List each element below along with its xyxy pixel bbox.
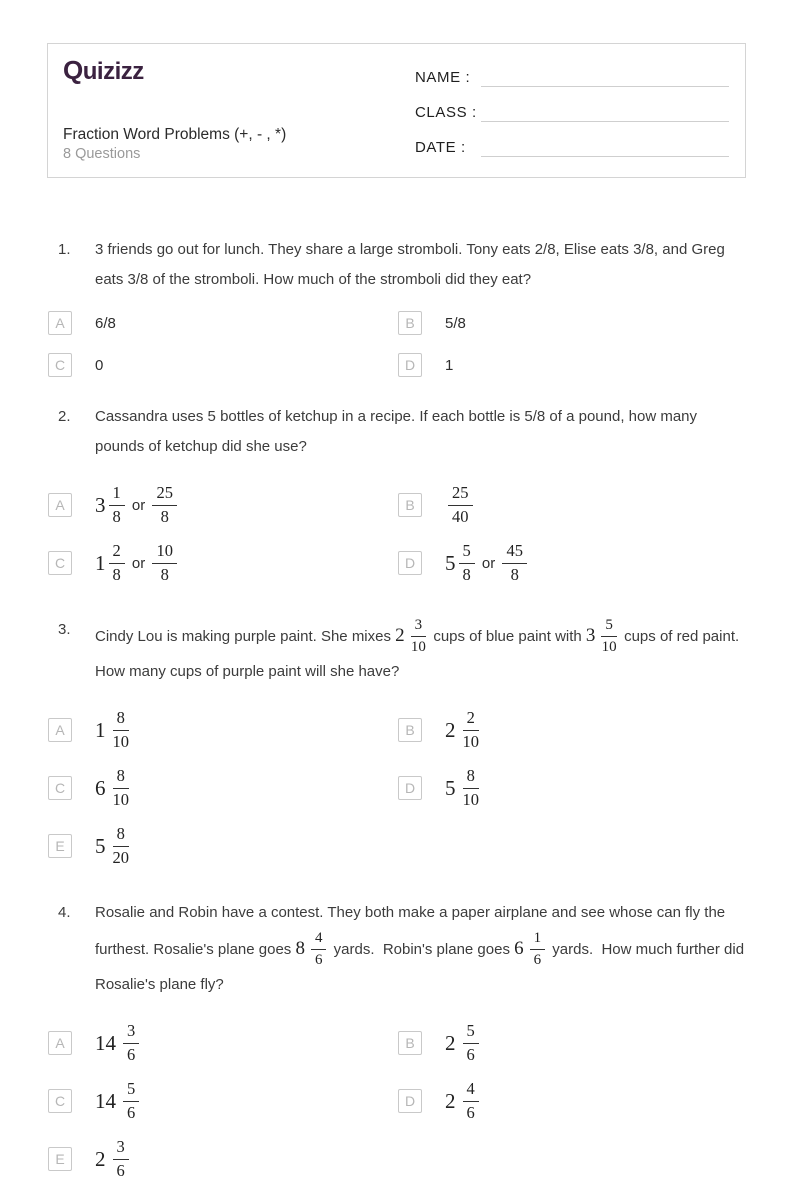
option-letter-box: E (48, 1147, 72, 1171)
fraction-numerator: 25 (152, 484, 177, 505)
options-grid (48, 311, 746, 377)
mixed-number (445, 707, 482, 752)
quizizz-logo-text: uizizz (82, 58, 144, 85)
mixed-number (445, 1078, 482, 1123)
answer-option (398, 703, 746, 757)
fraction (113, 1138, 129, 1179)
whole-number: 5 (445, 550, 456, 575)
questions-list (0, 178, 794, 1186)
date-field-label: DATE : (415, 139, 466, 156)
fraction-denominator: 8 (160, 564, 169, 584)
whole-number: 1 (95, 717, 106, 742)
fraction-numerator: 8 (113, 767, 130, 788)
fraction-denominator: 8 (510, 564, 519, 584)
fraction (123, 1080, 139, 1121)
whole-number: 6 (95, 775, 106, 800)
fraction-numerator: 2 (109, 542, 125, 563)
option-value (445, 357, 453, 374)
mixed-number (586, 615, 620, 657)
option-value (95, 1020, 142, 1065)
fraction-denominator: 20 (112, 847, 129, 867)
option-value (95, 1136, 132, 1181)
whole-number: 2 (95, 1146, 106, 1171)
whole-number: 2 (445, 1030, 456, 1055)
fraction (463, 767, 480, 808)
fraction (502, 542, 527, 583)
option-value (445, 482, 476, 527)
fraction-numerator: 3 (411, 617, 427, 637)
answer-option (398, 478, 746, 532)
fraction (530, 930, 546, 968)
fraction-numerator: 1 (109, 484, 125, 505)
fraction (463, 709, 480, 750)
text-part: cups of blue paint with (429, 628, 586, 645)
answer-option (48, 703, 398, 757)
option-letter-box: E (48, 834, 72, 858)
question-block (48, 898, 749, 1186)
option-value (445, 540, 530, 585)
student-info-fields (415, 57, 731, 165)
fraction-numerator: 5 (459, 542, 475, 563)
fraction (601, 617, 617, 655)
option-value (95, 823, 132, 868)
whole-number: 8 (295, 938, 305, 959)
answer-option (48, 478, 398, 532)
fraction-denominator: 10 (462, 731, 479, 751)
fraction-denominator: 6 (127, 1044, 136, 1064)
fraction (463, 1080, 479, 1121)
question-block (48, 615, 746, 873)
option-letter-box: C (48, 776, 72, 800)
fraction-denominator: 6 (466, 1102, 475, 1122)
fraction-numerator: 10 (152, 542, 177, 563)
option-letter-box: C (48, 353, 72, 377)
fraction-denominator: 6 (314, 951, 323, 968)
mixed-number (95, 707, 132, 752)
option-value (445, 315, 466, 332)
option-letter-box: B (398, 718, 422, 742)
text-part: or (127, 496, 150, 514)
fraction-numerator: 2 (463, 709, 480, 730)
name-field-row (415, 61, 729, 87)
whole-number: 3 (585, 625, 596, 646)
fraction-denominator: 6 (116, 1160, 125, 1180)
question-text (95, 615, 748, 687)
answer-option (48, 819, 398, 873)
header-left (63, 57, 286, 165)
text-part: yards. How much further did Rosalie's plane fly? (95, 941, 749, 993)
name-field-label: NAME : (415, 69, 471, 86)
worksheet-header (47, 43, 746, 178)
fraction-denominator: 6 (533, 951, 542, 968)
whole-number: 2 (395, 625, 405, 646)
option-letter-box: C (48, 551, 72, 575)
fraction-numerator: 3 (113, 1138, 129, 1159)
fraction (311, 930, 327, 968)
fraction-denominator: 10 (112, 731, 129, 751)
fraction-denominator: 6 (466, 1044, 475, 1064)
fraction-numerator: 1 (530, 930, 546, 950)
fraction (113, 825, 130, 866)
question-count: 8 Questions (63, 146, 141, 163)
question-number: 1. (58, 241, 71, 258)
fraction-denominator: 10 (462, 789, 479, 809)
fraction (448, 484, 473, 525)
answer-option (48, 311, 398, 335)
fraction-numerator: 4 (463, 1080, 479, 1101)
name-field-line (481, 67, 729, 87)
answer-option (48, 1016, 398, 1070)
question-number: 3. (58, 621, 71, 638)
option-value (95, 707, 132, 752)
question-header (48, 615, 746, 687)
fraction-numerator: 25 (448, 484, 473, 505)
fraction-denominator: 10 (601, 638, 617, 655)
fraction-denominator: 8 (160, 506, 169, 526)
class-field-label: CLASS : (415, 104, 477, 121)
question-text (95, 898, 749, 1000)
text-part: or (477, 554, 500, 572)
question-block (48, 402, 746, 590)
question-text (95, 402, 745, 462)
option-letter-box: B (398, 311, 422, 335)
fraction-numerator: 3 (123, 1022, 139, 1043)
mixed-number (95, 482, 128, 527)
fraction-numerator: 5 (601, 617, 617, 637)
mixed-number (95, 1136, 132, 1181)
worksheet-title: Fraction Word Problems (+, - , *) (63, 125, 287, 143)
text-part: 6/8 (95, 314, 116, 332)
option-value (445, 707, 482, 752)
fraction (459, 542, 475, 583)
mixed-number (95, 1020, 142, 1065)
fraction (152, 542, 177, 583)
option-value (95, 540, 180, 585)
whole-number: 5 (445, 775, 456, 800)
answer-option (398, 761, 746, 815)
option-value (445, 765, 482, 810)
option-value (95, 315, 116, 332)
text-part: Cindy Lou is making purple paint. She mixes (95, 628, 396, 645)
options-grid (48, 1016, 746, 1186)
answer-option (398, 1016, 746, 1070)
whole-number: 1 (95, 550, 106, 575)
option-value (445, 1078, 482, 1123)
option-value (95, 357, 103, 374)
option-value (95, 482, 180, 527)
class-field-line (481, 102, 729, 122)
answer-option (398, 1074, 746, 1128)
answer-option (398, 311, 746, 335)
fraction-denominator: 8 (112, 564, 121, 584)
text-part: Rosalie and Robin have a contest. They both make a paper airplane and see whose can fly the furthest. Rosalie's plane goes (95, 904, 730, 958)
fraction-numerator: 5 (463, 1022, 479, 1043)
fraction-numerator: 8 (113, 825, 130, 846)
mixed-number (445, 540, 478, 585)
fraction-numerator: 45 (502, 542, 527, 563)
question-block (48, 235, 746, 377)
worksheet-title-block (63, 125, 286, 165)
question-number: 2. (58, 408, 71, 425)
option-letter-box: A (48, 1031, 72, 1055)
fraction (109, 542, 125, 583)
whole-number: 2 (445, 717, 456, 742)
text-part: 5/8 (445, 314, 466, 332)
text-part: Cassandra uses 5 bottles of ketchup in a recipe. If each bottle is 5/8 of a pound, how many pounds of ketchup did she use? (95, 408, 702, 455)
mixed-number (95, 1078, 142, 1123)
fraction (463, 1022, 479, 1063)
answer-option (48, 1074, 398, 1128)
mixed-number (95, 765, 132, 810)
fraction-denominator: 8 (112, 506, 121, 526)
whole-number: 14 (95, 1088, 116, 1113)
date-field-row (415, 131, 729, 157)
option-letter-box: A (48, 493, 72, 517)
whole-number: 14 (95, 1030, 116, 1055)
option-letter-box: D (398, 1089, 422, 1113)
text-part: 1 (445, 356, 454, 374)
answer-option (398, 536, 746, 590)
question-header (48, 235, 746, 295)
whole-number: 2 (445, 1088, 456, 1113)
text-part: yards. Robin's plane goes (329, 941, 515, 958)
option-value (95, 1078, 142, 1123)
worksheet-page (0, 43, 794, 1186)
fraction (109, 484, 125, 525)
fraction-denominator: 10 (112, 789, 129, 809)
mixed-number (445, 1020, 482, 1065)
fraction (113, 709, 130, 750)
mixed-number (395, 615, 429, 657)
text-part: or (127, 554, 150, 572)
class-field-row (415, 96, 729, 122)
option-letter-box: A (48, 311, 72, 335)
question-header (48, 898, 749, 1000)
fraction-numerator: 8 (463, 767, 480, 788)
option-value (95, 765, 132, 810)
whole-number: 5 (95, 833, 106, 858)
fraction-denominator: 6 (127, 1102, 136, 1122)
option-letter-box: D (398, 551, 422, 575)
fraction-denominator: 8 (462, 564, 471, 584)
options-grid (48, 703, 746, 873)
answer-option (398, 353, 746, 377)
whole-number: 3 (95, 492, 106, 517)
option-letter-box: D (398, 776, 422, 800)
mixed-number (95, 823, 132, 868)
text-part: 0 (95, 356, 104, 374)
quizizz-logo-q: Q (63, 55, 83, 85)
mixed-number (514, 928, 548, 970)
mixed-number (295, 928, 329, 970)
question-text (95, 235, 745, 295)
fraction-numerator: 5 (123, 1080, 139, 1101)
text-part: cups of red paint. How many cups of purple paint will she have? (95, 628, 748, 680)
mixed-number (445, 765, 482, 810)
fraction-denominator: 40 (452, 506, 469, 526)
answer-option (48, 761, 398, 815)
fraction-numerator: 4 (311, 930, 327, 950)
quizizz-logo (63, 57, 286, 84)
option-letter-box: B (398, 493, 422, 517)
date-field-line (481, 137, 729, 157)
question-number: 4. (58, 904, 71, 921)
mixed-number (95, 540, 128, 585)
fraction-numerator: 8 (113, 709, 130, 730)
question-header (48, 402, 746, 462)
answer-option (48, 353, 398, 377)
fraction-denominator: 10 (410, 638, 426, 655)
text-part: 3 friends go out for lunch. They share a large stromboli. Tony eats 2/8, Elise eats 3/8, and Greg eats 3/8 of the stromboli. How much of the stromboli did they eat? (95, 241, 729, 288)
option-letter-box: D (398, 353, 422, 377)
answer-option (48, 536, 398, 590)
option-letter-box: B (398, 1031, 422, 1055)
fraction (411, 617, 427, 655)
fraction (123, 1022, 139, 1063)
option-value (445, 1020, 482, 1065)
fraction (152, 484, 177, 525)
options-grid (48, 478, 746, 590)
answer-option (48, 1132, 398, 1186)
option-letter-box: A (48, 718, 72, 742)
whole-number: 6 (514, 938, 524, 959)
option-letter-box: C (48, 1089, 72, 1113)
fraction (113, 767, 130, 808)
